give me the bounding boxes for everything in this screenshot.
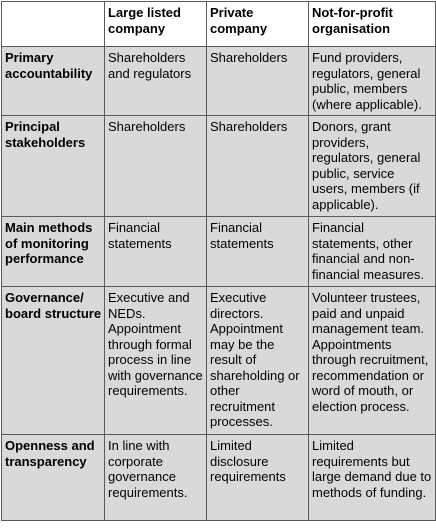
table-cell: Shareholders xyxy=(207,47,309,116)
row-label-principal-stakeholders: Principal stakeholders xyxy=(2,116,105,217)
table-cell: In line with corporate governance requirements. xyxy=(105,435,207,521)
header-large-listed-company: Large listed company xyxy=(105,2,207,47)
header-not-for-profit: Not-for-profit organisation xyxy=(309,2,436,47)
table-row xyxy=(2,287,436,435)
table-header-row xyxy=(2,2,436,47)
row-label-governance-board-structure: Governance/ board structure xyxy=(2,287,105,435)
row-label-openness-transparency: Openness and transparency xyxy=(2,435,105,521)
table-cell: Executive directors. Appointment may be the result of shareholding or other recruitment processes. xyxy=(207,287,309,435)
table-cell: Financial statements xyxy=(105,217,207,287)
table-row xyxy=(2,435,436,521)
table-cell: Financial statements, other financial and non-financial measures. xyxy=(309,217,436,287)
table-row xyxy=(2,116,436,217)
table-row xyxy=(2,47,436,116)
row-label-primary-accountability: Primary accountability xyxy=(2,47,105,116)
header-empty-cell xyxy=(2,2,105,47)
table-cell: Shareholders and regulators xyxy=(105,47,207,116)
table-row xyxy=(2,217,436,287)
table-cell: Fund providers, regulators, general public, members (where applicable). xyxy=(309,47,436,116)
table-cell: Executive and NEDs. Appointment through formal process in line with governance requirements. xyxy=(105,287,207,435)
row-label-monitoring-performance: Main methods of monitoring performance xyxy=(2,217,105,287)
table-cell: Limited disclosure requirements xyxy=(207,435,309,521)
table-cell: Volunteer trustees, paid and unpaid management team. Appointments through recruitment, recommendation or word of mouth, or election process. xyxy=(309,287,436,435)
comparison-table xyxy=(1,1,436,521)
table-cell: Shareholders xyxy=(207,116,309,217)
table-cell: Financial statements xyxy=(207,217,309,287)
table-cell: Shareholders xyxy=(105,116,207,217)
table-cell: Donors, grant providers, regulators, general public, service users, members (if applicable). xyxy=(309,116,436,217)
header-private-company: Private company xyxy=(207,2,309,47)
table-cell: Limited requirements but large demand due to methods of funding. xyxy=(309,435,436,521)
